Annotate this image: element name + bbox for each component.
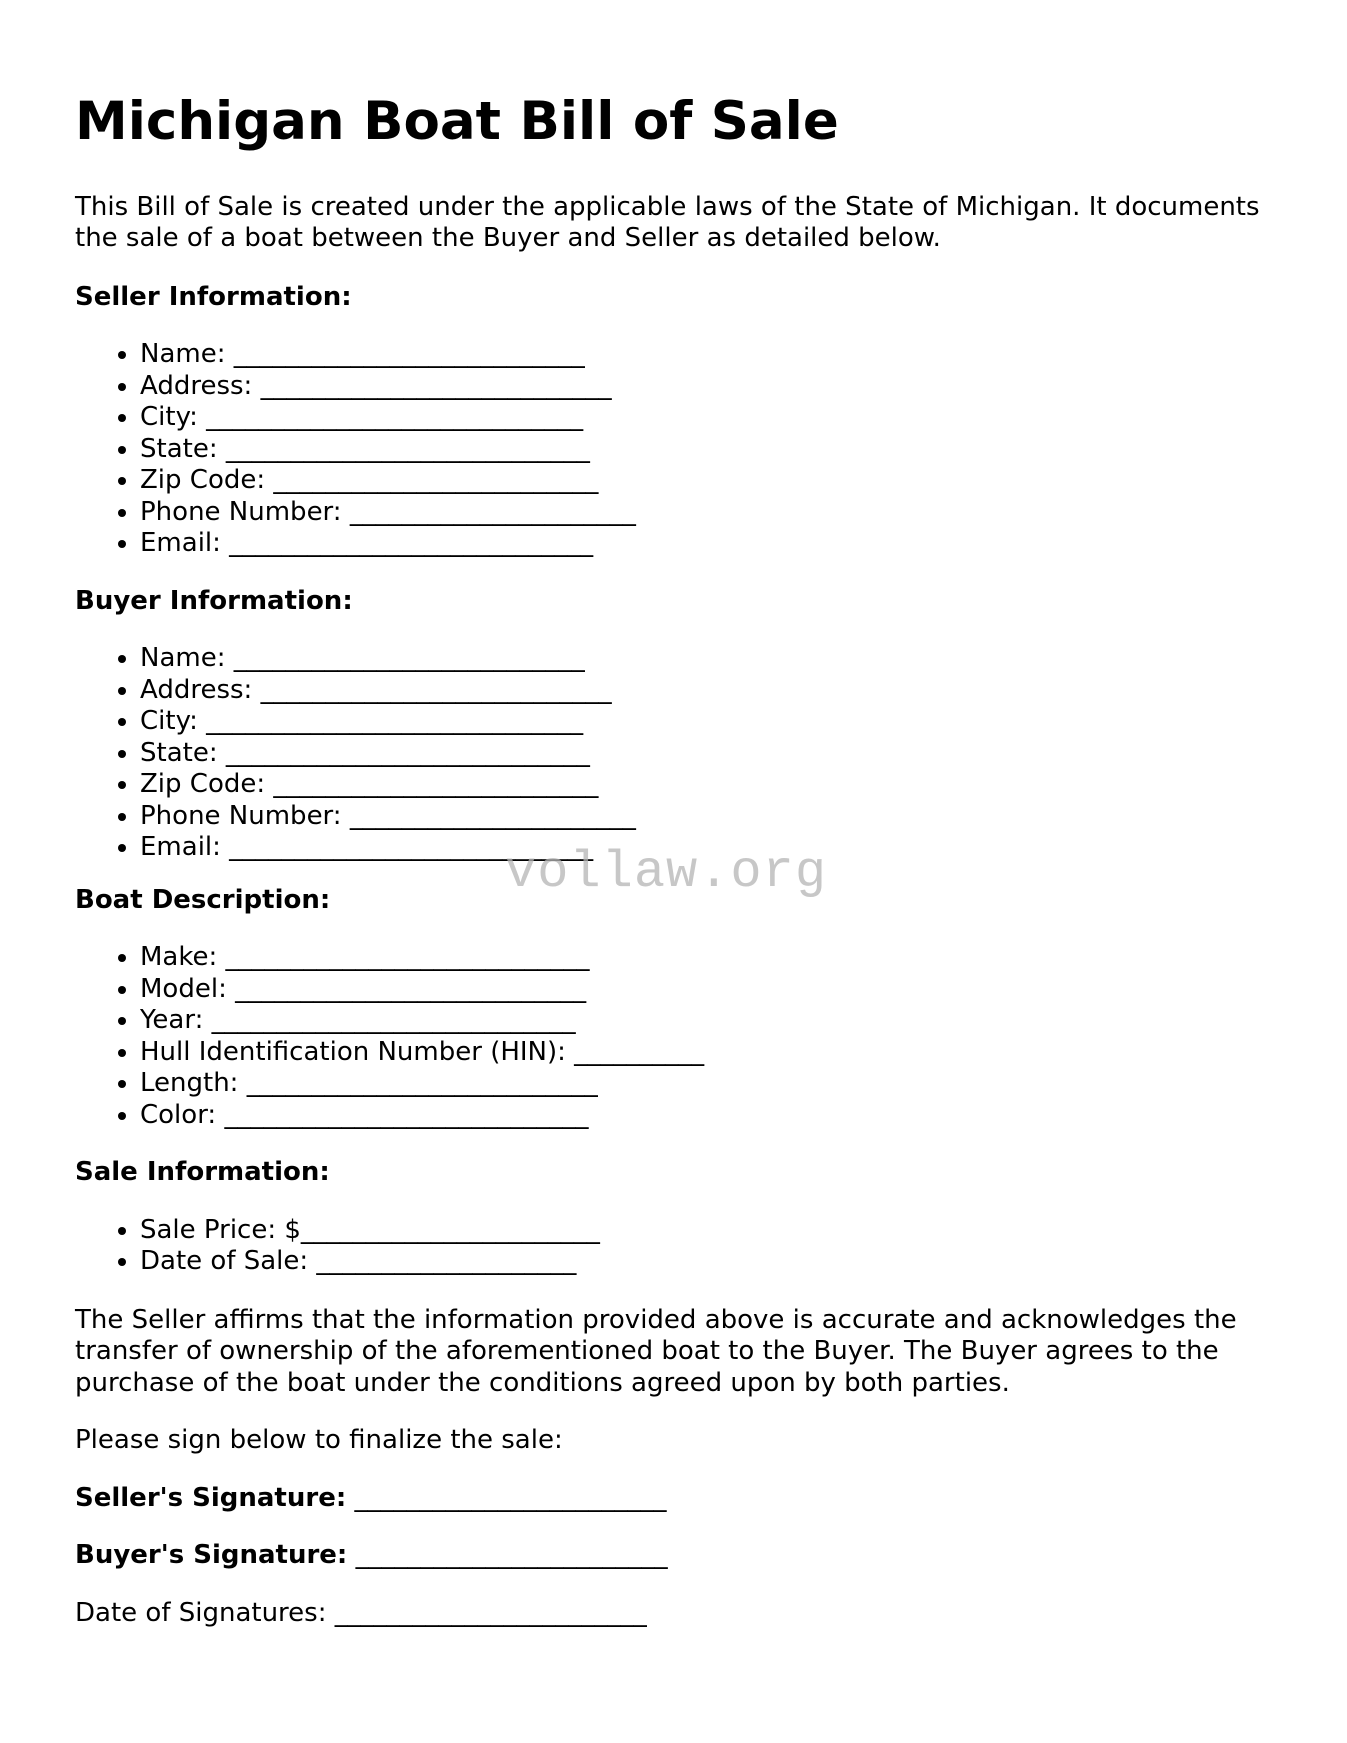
buyer-signature-blank: ________________________ [355,1540,668,1571]
sign-prompt: Please sign below to finalize the sale: [75,1425,563,1456]
seller-zip-field: • Zip Code: _________________________ [140,465,1285,497]
boat-model-field: • Model: ___________________________ [140,974,1285,1006]
page-title: Michigan Boat Bill of Sale [75,91,839,152]
boat-length-field: • Length: ___________________________ [140,1068,1285,1100]
seller-signature-blank: ________________________ [354,1482,667,1513]
buyer-zip-field: • Zip Code: _________________________ [140,769,1285,801]
seller-phone-field: • Phone Number: ______________________ [140,497,1285,529]
boat-color-field: • Color: ____________________________ [140,1100,1285,1132]
sale-price-field: • Sale Price: $_______________________ [140,1215,1285,1247]
sale-section-heading: Sale Information: [75,1157,330,1188]
buyer-signature-line [75,1540,1285,1572]
boat-year-field: • Year: ____________________________ [140,1005,1285,1037]
buyer-name-field: • Name: ___________________________ [140,643,1285,675]
seller-signature-label: Seller's Signature: [75,1482,347,1513]
intro-paragraph: This Bill of Sale is created under the applicable laws of the State of Michigan. It documents the sale of a boat between the Buyer and Seller as detailed below. [75,191,1260,254]
sale-date-field: • Date of Sale: ____________________ [140,1246,1285,1278]
boat-field-list [75,942,1285,1131]
boat-section-heading: Boat Description: [75,884,331,915]
boat-make-field: • Make: ____________________________ [140,942,1285,974]
affirmation-paragraph: The Seller affirms that the information provided above is accurate and acknowledges the transfer of ownership of the aforementioned boat to the Buyer. The Buyer agrees to the purchase of the boat under the conditions agreed upon by both parties. [75,1304,1237,1398]
watermark: vollaw.org [505,843,828,902]
seller-signature-line [75,1483,1285,1515]
seller-city-field: • City: _____________________________ [140,402,1285,434]
buyer-address-field: • Address: ___________________________ [140,675,1285,707]
buyer-state-field: • State: ____________________________ [140,738,1285,770]
buyer-phone-field: • Phone Number: ______________________ [140,801,1285,833]
seller-field-list [75,339,1285,560]
buyer-section-heading: Buyer Information: [75,585,353,616]
seller-section-heading: Seller Information: [75,281,352,312]
seller-state-field: • State: ____________________________ [140,434,1285,466]
buyer-signature-label: Buyer's Signature: [75,1540,348,1571]
buyer-field-list [75,643,1285,864]
sale-field-list [75,1215,1285,1278]
signature-date-line: Date of Signatures: ________________________ [75,1597,647,1628]
seller-name-field: • Name: ___________________________ [140,339,1285,371]
seller-address-field: • Address: ___________________________ [140,371,1285,403]
buyer-city-field: • City: _____________________________ [140,706,1285,738]
seller-email-field: • Email: ____________________________ [140,528,1285,560]
buyer-email-field: • Email: ____________________________ [140,832,1285,864]
boat-hin-field: • Hull Identification Number (HIN): __________ [140,1037,1285,1069]
